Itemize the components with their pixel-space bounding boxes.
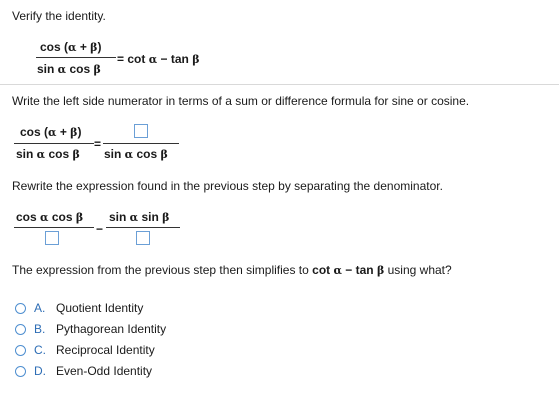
step3-instruction: The expression from the previous step then simplifies to cot α − tan β using what?	[12, 263, 452, 277]
step2-left-numerator: cos α cos β	[16, 210, 84, 224]
step2-left-denominator-answer-box[interactable]	[45, 231, 59, 245]
step1-equals: =	[94, 137, 102, 151]
identity-denominator: sin α cos β	[37, 62, 101, 76]
step1-right-denominator: sin α cos β	[104, 147, 168, 161]
section-divider	[0, 84, 559, 85]
radio-button-icon[interactable]	[15, 303, 26, 314]
step2-instruction: Rewrite the expression found in the previous step by separating the denominator.	[12, 179, 443, 193]
option-letter: A.	[34, 301, 46, 315]
step1-left-denominator: sin α cos β	[16, 147, 80, 161]
radio-button-icon[interactable]	[15, 345, 26, 356]
step1-numerator-answer-box[interactable]	[134, 124, 148, 138]
step2-right-denominator-answer-box[interactable]	[136, 231, 150, 245]
identity-numerator: cos (α + β)	[40, 40, 102, 54]
step1-instruction: Write the left side numerator in terms of a sum or difference formula for sine or cosine.	[12, 94, 470, 108]
radio-button-icon[interactable]	[15, 324, 26, 335]
option-letter: C.	[34, 343, 46, 357]
step1-numerator: cos (α + β)	[20, 125, 82, 139]
step2-left-bar	[14, 227, 94, 228]
step2-minus: −	[96, 222, 104, 236]
option-label: Even-Odd Identity	[56, 364, 153, 378]
step2-right-bar	[106, 227, 180, 228]
option-label: Quotient Identity	[56, 301, 144, 315]
identity-fraction-bar	[36, 57, 116, 58]
radio-button-icon[interactable]	[15, 366, 26, 377]
option-label: Reciprocal Identity	[56, 343, 155, 357]
identity-rhs: = cot α − tan β	[117, 52, 200, 66]
step1-left-bar	[14, 143, 94, 144]
option-letter: B.	[34, 322, 46, 336]
prompt-text: Verify the identity.	[12, 9, 106, 23]
step1-right-bar	[103, 143, 179, 144]
step2-right-numerator: sin α sin β	[109, 210, 170, 224]
option-label: Pythagorean Identity	[56, 322, 167, 336]
option-letter: D.	[34, 364, 46, 378]
